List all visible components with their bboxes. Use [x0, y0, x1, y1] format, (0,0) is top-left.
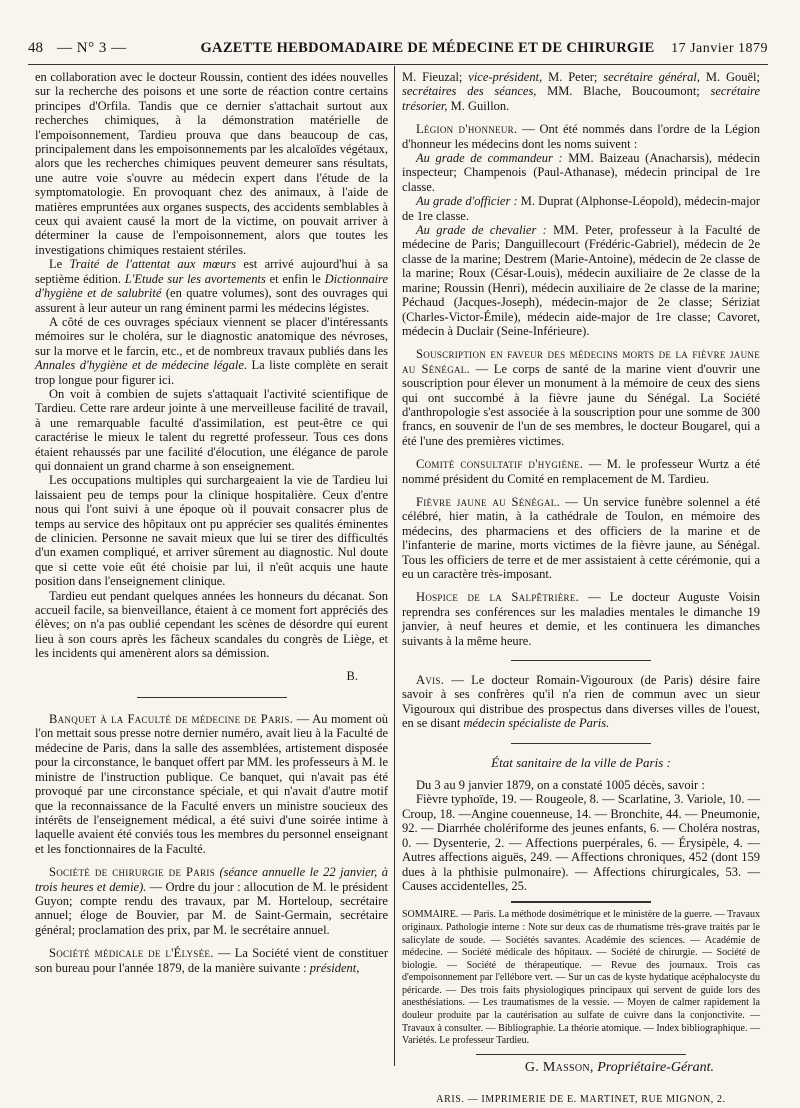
news-item-fievre-jaune: Fièvre jaune au Sénégal. — Un service funèbre solennel a été célébré, hier matin, à la cathédrale de Toulon, en mémoire des médecins, des pharmaciens et des officiers de la marine et de l'infanterie de marine, morts victimes de la fièvre jaune, au Sénégal. Tous les officiers de terre et de mer assistaient à cette cérémonie, qui a eu un caractère très-imposant. [402, 494, 760, 581]
page-number: 48 [28, 40, 43, 56]
etat-sanitaire-list: Fièvre typhoïde, 19. — Rougeole, 8. — Scarlatine, 3. Variole, 10. — Croup, 18. —Angine couenneuse, 14. — Bronchite, 44. — Pneumonie, 92. — Diarrhée cholériforme des jeunes enfants, 6. — Choléra nostras, 0. — Dysenterie, 2. — Affections puerpérales, 6. — Érysipèle, 4. — Autres affections aiguës, 249. — Affections chroniques, 452 (dont 159 dues à la phthisie pulmonaire). — Affections chirurgicales, 53. — Causes accidentelles, 25. [402, 792, 760, 893]
section-divider [511, 743, 651, 744]
section-divider [476, 1054, 686, 1055]
printer-imprint: ARIS. — IMPRIMERIE DE E. MARTINET, RUE MIGNON, 2. [436, 1094, 726, 1106]
news-item-societe-chirurgie: Société de chirurgie de Paris (séance annuelle le 22 janvier, à trois heures et demie). — Ordre du jour : allocution de M. le président Guyon; compte rendu des travaux, par M. Horteloup, secrétaire annuel; éloge de Bouvier, par M. de Saint-Germain, secrétaire général; proclamation des prix, par M. le secrétaire annuel. [35, 865, 388, 937]
article-signature: B. [346, 668, 358, 683]
journal-title: GAZETTE HEBDOMADAIRE DE MÉDECINE ET DE CHIRURGIE [200, 40, 655, 56]
section-divider [137, 697, 287, 698]
news-item-bureau-continued: M. Fieuzal; vice-président, M. Peter; secrétaire général, M. Gouël; secrétaires des séances, MM. Blache, Boucoumont; secrétaire trésorier, M. Guillon. [402, 70, 761, 113]
publisher-signature: G. Masson, Propriétaire-Gérant. [524, 1059, 714, 1075]
page-header [28, 40, 768, 64]
news-item-societe-elysee: Société médicale de l'Élysée. — La Société vient de constituer son bureau pour l'année 1879, de la manière suivante : président, [35, 946, 388, 975]
paragraph: en collaboration avec le docteur Roussin, contient des idées nouvelles sur la recherche des poisons et une sorte de réaction contre certains principes d'Orfila. Tandis que ce dernier s'attachait surtout aux recherches chimiques, à la démonstration matérielle de l'empoisonnement, Tardieu prouva que dans beaucoup de cas, principalement dans les empoisonnements par les alcaloïdes végétaux, alors que les recherches chimiques peuvent demeurer sans résultats, une autre voie s'ouvre au médecin expert dans l'étude de la symptomatologie. En provoquant chez des animaux, à l'aide de matières empruntées aux organes suspects, des accidents semblables à ceux qui avaient causé la mort de la victime, on pouvait arriver à déterminer la cause de l'empoisonnement, alors que toutes les investigations chimiques restaient stériles. [35, 70, 388, 257]
news-item-salpetriere: Hospice de la Salpêtrière. — Le docteur Auguste Voisin reprendra ses conférences sur les maladies mentales le dimanche 19 janvier, à neuf heures et demie, et les continuera les dimanches suivants à la même heure. [402, 590, 760, 648]
paragraph: Les occupations multiples qui surchargeaient la vie de Tardieu lui laissaient peu de temps pour la clinique hospitalière. Ceux d'entre nous qui l'ont suivi à une époque où il pouvait consacrer plus de temps au service des hôpitaux ont pu apprécier ses qualités éminentes de clinicien. Personne ne savait mieux que lui se tirer des difficultés d'un examen compliqué, et arriver sûrement au diagnostic. Nul doute que si cette voie eût été choisie par lui, il n'eût acquis une haute position dans l'enseignement clinique. [35, 473, 388, 589]
paragraph: On voit à combien de sujets s'attaquait l'activité scientifique de Tardieu. Cette rare ardeur jointe à une merveilleuse facilité de travail, à une remarquable faculté d'assimilation, est peut-être ce qui caractérise le mieux le talent du regretté professeur. Tous ces dons étaient rehaussés par une facilité d'élocution, une élégance de parole qui donnaient un grand charme à son enseignement. [35, 386, 388, 473]
issue-date: 17 Janvier 1879 [671, 41, 768, 56]
legion-commandeur: Au grade de commandeur : MM. Baizeau (Anacharsis), médecin inspecteur; Champenois (Paul-Athanase), médecin principal de 1re classe. [402, 151, 760, 194]
paragraph: Le Traité de l'attentat aux mœurs est arrivé aujourd'hui à sa septième édition. L'Etude sur les avortements et enfin le Dictionnaire d'hygiène et de salubrité (en quatre volumes), sont des ouvrages qui assurent à leur auteur un rang éminent parmi les médecins légistes. [35, 257, 388, 315]
section-divider [511, 901, 651, 903]
news-item-legion-honneur: Légion d'honneur. — Ont été nommés dans l'ordre de la Légion d'honneur les médecins dont les noms suivent : [402, 122, 760, 151]
etat-sanitaire-intro: Du 3 au 9 janvier 1879, on a constaté 1005 décès, savoir : [416, 778, 705, 793]
left-column [35, 70, 388, 975]
legion-chevalier: Au grade de chevalier : MM. Peter, professeur à la Faculté de médecine de Paris; Danguillecourt (Frédéric-Gabriel), médecin de 2e classe de la marine; Destrem (Marie-Antoine), médecin de 2e classe de la marine; Roux (César-Louis), médecin auxiliaire de 2e classe de la marine; Roussin (Henri), médecin auxiliaire de 2e classe de la marine; Péchaud (Jacques-Joseph), médecin-major de 2e classe; Sériziat (Charles-Victor-Émile), médecin aide-major de 1re classe; Cavoret, médecin à Duclair (Seine-Inférieure). [402, 223, 760, 338]
right-column [402, 70, 760, 1108]
etat-sanitaire-heading: État sanitaire de la ville de Paris : [491, 754, 671, 770]
issue-number: — N° 3 — [57, 40, 127, 56]
news-item-comite-hygiene: Comité consultatif d'hygiène. — M. le professeur Wurtz a été nommé président du Comité en remplacement de M. Tardieu. [402, 457, 760, 486]
header-rule [28, 64, 768, 65]
section-divider [511, 660, 651, 661]
paragraph: A côté de ces ouvrages spéciaux viennent se placer d'intéressants mémoires sur le choléra, sur le diagnostic anatomique des névroses, sur la morve et le farcin, etc., et de nombreux travaux publiés dans les Annales d'hygiène et de médecine légale. La liste complète en serait trop longue pour figurer ici. [35, 314, 388, 387]
news-item-banquet: Banquet à la Faculté de médecine de Paris. — Au moment où l'on mettait sous presse notre dernier numéro, avait lieu à la Faculté de médecine de Paris, dans la salle des assemblées, artistement disposée pour la circonstance, le banquet offert par MM. les professeurs à M. le ministre de l'instruction publique. Ce banquet, qui n'avait pas été provoqué par une circonstance spéciale, et qui n'avait d'autre motif que la reconnaissance de la Faculté envers un ministre soucieux des intérêts de l'enseignement médical, a été suivi d'une soirée intime à laquelle avaient été conviés tous les membres du personnel enseignant et les fonctionnaires de la Faculté. [35, 712, 388, 856]
paragraph: Tardieu eut pendant quelques années les honneurs du décanat. Son accueil facile, sa bienveillance, étaient à ce moment fort appréciés des élèves; on n'a pas oublié cependant les scènes de désordre qui eurent lieu à son cours après les fâcheux scandales du congrès de Liège, et les incidents qui amenèrent alors sa démission. [35, 588, 388, 661]
news-item-avis: Avis. — Le docteur Romain-Vigouroux (de Paris) désire faire savoir à ses confrères qu'il n'a rien de commun avec un sieur Vigouroux qui distribue des prospectus dans diverses villes de l'ouest, en se disant médecin spécialiste de Paris. [402, 673, 760, 731]
column-divider [394, 66, 395, 1066]
news-item-souscription: Souscription en faveur des médecins morts de la fièvre jaune au Sénégal. — Le corps de santé de la marine vient d'ouvrir une souscription pour élever un monument à la mémoire de ceux des siens qui ont succombé à la fièvre jaune du Sénégal. La Société d'anthropologie s'est associée à la souscription pour une somme de 300 francs, en souvenir de l'un de ses membres, le docteur Bougarel, qui a été l'une des premières victimes. [402, 347, 760, 448]
sommaire: SOMMAIRE. — Paris. La méthode dosimétrique et le ministère de la guerre. — Travaux originaux. Pathologie interne : Note sur deux cas de rhumatisme très-grave traités par le salicylate de soude. — Sociétés savantes. Académie des sciences. — Académie de médecine. — Société médicale des hôpitaux. — Société de chirurgie. — Société de biologie. — Société de thérapeutique. — Revue des journaux. Trois cas d'empoisonnement par l'ellébore vert. — Sur un cas de kyste hydatique acéphalocyste du péricarde. — Des trois faits physiologiques principaux qui servent de guide lors des anesthésiations. — Les traumatismes de la vessie. — Moyen de calmer rapidement la douleur produite par la cautérisation au sulfate de cuivre dans la conjonctivite. — Travaux à consulter. — Bibliographie. La théorie atomique. — Index bibliographique. — Variétés. Le professeur Tardieu. [402, 909, 760, 1047]
legion-officier: Au grade d'officier : M. Duprat (Alphonse-Léopold), médecin-major de 1re classe. [402, 194, 760, 223]
